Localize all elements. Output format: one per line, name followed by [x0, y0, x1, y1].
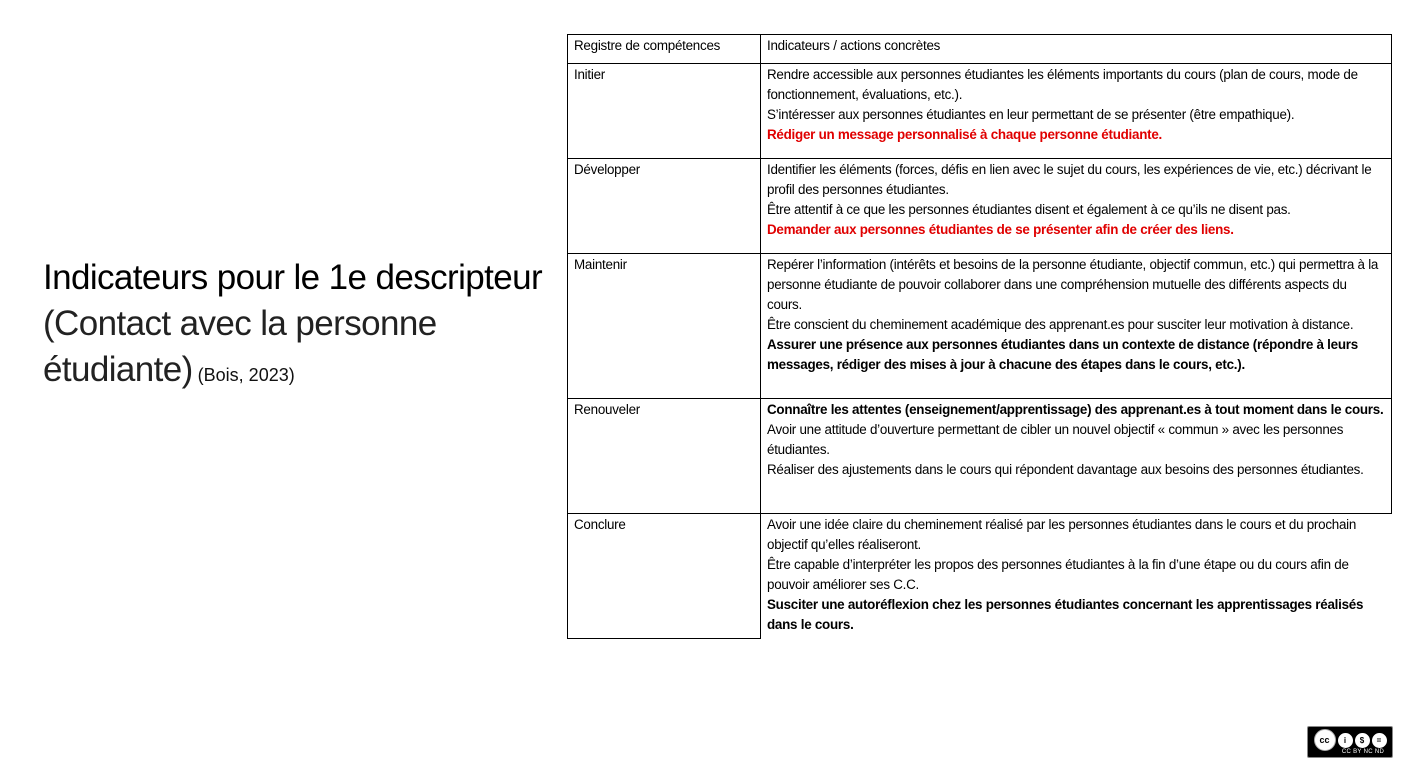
header-register: Registre de compétences	[568, 35, 761, 64]
indicator-item: Avoir une idée claire du cheminement réalisé par les personnes étudiantes dans le cours et du prochain objectif qu’elles réaliseront.	[767, 517, 1357, 552]
indicator-item: Rendre accessible aux personnes étudiantes les éléments importants du cours (plan de cours, mode de fonctionnement, évaluations, etc.).	[767, 67, 1358, 102]
cc-icon: cc	[1314, 729, 1336, 751]
nc-icon: $	[1355, 733, 1370, 748]
indicators-cell	[761, 64, 1392, 159]
table-row	[568, 514, 1392, 639]
title-subtitle: (Contact avec la personne étudiante)	[43, 304, 437, 389]
indicator-item: Réaliser des ajustements dans le cours qui répondent davantage aux besoins des personnes étudiantes.	[767, 462, 1364, 477]
indicator-item-highlight: Demander aux personnes étudiantes de se présenter afin de créer des liens.	[767, 222, 1234, 237]
indicator-item: Être attentif à ce que les personnes étudiantes disent et également à ce qu’ils ne disent pas.	[767, 202, 1291, 217]
indicator-item: Avoir une attitude d’ouverture permettant de cibler un nouvel objectif « commun » avec les personnes étudiantes.	[767, 422, 1344, 457]
table-row	[568, 399, 1392, 514]
nd-icon: =	[1372, 733, 1387, 748]
indicator-item-bold: Assurer une présence aux personnes étudiantes dans un contexte de distance (répondre à leurs messages, rédiger des mises à jour à chacune des étapes dans le cours, etc.).	[767, 337, 1358, 372]
indicators-cell	[761, 399, 1392, 514]
indicator-item: Identifier les éléments (forces, défis en lien avec le sujet du cours, les expériences de vie, etc.) décrivant le profil des personnes étudiantes.	[767, 162, 1372, 197]
license-icons	[1308, 729, 1392, 751]
indicators-cell	[761, 159, 1392, 254]
indicator-item: Être capable d’interpréter les propos des personnes étudiantes à la fin d’une étape ou du cours afin de pouvoir améliorer ses C.C.	[767, 557, 1349, 592]
indicator-item-bold: Susciter une autoréflexion chez les personnes étudiantes concernant les apprentissages réalisés dans le cours.	[767, 597, 1364, 632]
register-cell: Conclure	[568, 514, 761, 639]
table-row	[568, 64, 1392, 159]
by-icon: i	[1338, 733, 1353, 748]
indicator-item: Repérer l’information (intérêts et besoins de la personne étudiante, objectif commun, etc.) qui permettra à la personne étudiante de pouvoir collaborer dans une compréhension mutuelle des différents aspects du cours.	[767, 257, 1379, 312]
creative-commons-license-icon	[1307, 726, 1393, 758]
title-main: Indicateurs pour le 1e descripteur	[43, 258, 543, 297]
register-cell: Initier	[568, 64, 761, 159]
indicators-cell	[761, 514, 1392, 639]
table-header-row	[568, 35, 1392, 64]
indicator-item-highlight: Rédiger un message personnalisé à chaque personne étudiante.	[767, 127, 1163, 142]
indicator-item: Être conscient du cheminement académique des apprenant.es pour susciter leur motivation à distance.	[767, 317, 1354, 332]
indicator-item: S’intéresser aux personnes étudiantes en leur permettant de se présenter (être empathique).	[767, 107, 1295, 122]
register-cell: Renouveler	[568, 399, 761, 514]
indicator-item-bold: Connaître les attentes (enseignement/apprentissage) des apprenant.es à tout moment dans le cours.	[767, 402, 1384, 417]
slide-title	[43, 255, 543, 398]
table-row	[568, 159, 1392, 254]
register-cell: Développer	[568, 159, 761, 254]
table-row	[568, 254, 1392, 399]
indicators-cell	[761, 254, 1392, 399]
register-cell: Maintenir	[568, 254, 761, 399]
header-indicators: Indicateurs / actions concrètes	[761, 35, 1392, 64]
license-label: CC BY NC ND	[1341, 749, 1385, 755]
title-citation: (Bois, 2023)	[192, 365, 295, 385]
indicators-table	[567, 34, 1392, 639]
